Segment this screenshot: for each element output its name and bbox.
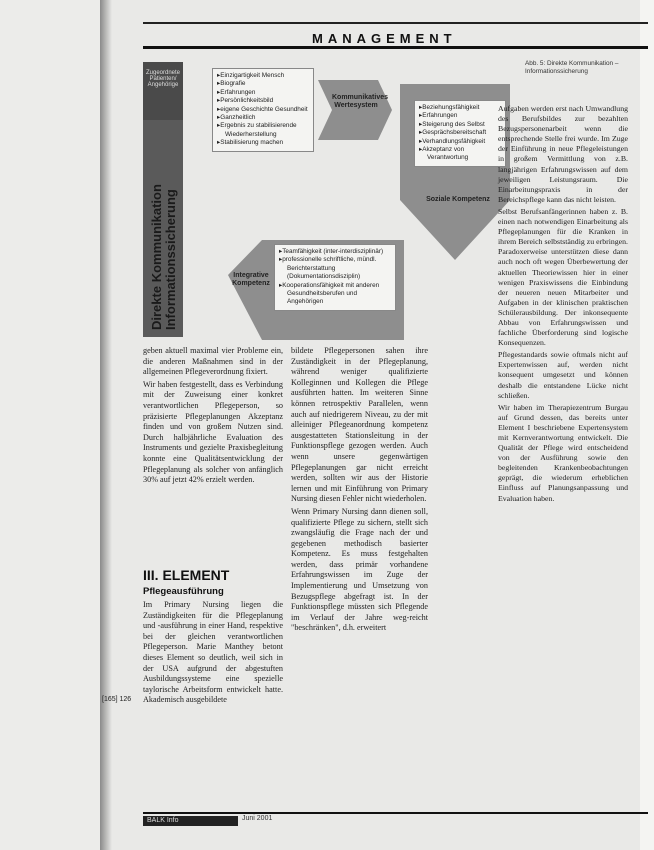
figure-list-item: ▸ Akzeptanz von Verantwortung — [427, 146, 501, 163]
paragraph: Pflegestandards sowie oftmals nicht auf Expertenwissen auf, werden nicht konsequent umgesetzt und können deshalb die entstandene Lücke nicht schließen. — [498, 350, 628, 400]
figure-list-item: ▸ Erfahrungen — [225, 89, 309, 97]
figure-box-integr — [274, 244, 396, 311]
paragraph: Aufgaben werden erst nach Umwandlung des Berufsbildes zur bezahlten Bezugspersonenarbeit wenn die entsprechende Stelle frei wurde. Im Zuge der Einführung in neue Pflegeleistungen in großem Vermittlung von z.B. langjährigen Erfahrungswissen auf dem jeweiligen Leistungsraum. Die Einarbeitungspraxis in der Bereichspflege kann das nicht leisten. — [498, 104, 628, 204]
col-left-bottom — [143, 600, 283, 708]
page-mark: [165] 126 — [102, 696, 132, 703]
figure-list-item: ▸ Einzigartigkeit Mensch — [225, 72, 309, 80]
hex-sozial-label: Soziale Kompetenz — [426, 196, 490, 203]
figure-list-item: ▸ Steigerung des Selbst — [427, 121, 501, 129]
figure-list-item: ▸ Ergebnis zu stabilisierende Wiederherstellung — [225, 122, 309, 139]
footer-rule — [143, 812, 648, 814]
paragraph: Im Primary Nursing liegen die Zuständigkeiten für die Pflegeplanung und -ausführung in einer Hand, respektive bei der gleichen verantwortlichen Pflegeperson. Marie Manthey betont dieses Element so deutlich, weil sich in der USA aufgrund der abgestuften Ausbildungssysteme eine spezielle taylorische Arbeitsform entwickelt hatte. Akademisch ausgebildete — [143, 600, 283, 705]
running-header: MANAGEMENT — [312, 31, 457, 46]
footer-journal: BALK Info — [147, 817, 179, 824]
figure-list-item: ▸ Verhandlungsfähigkeit — [427, 138, 501, 146]
figure-list-item: ▸ professionelle schriftliche, mündl. Berichterstattung (Dokumentationsdisziplin) — [287, 256, 391, 281]
figure-list-item: ▸ Ganzheitlich — [225, 114, 309, 122]
figure-caption: Abb. 5: Direkte Kommunikation – Informationssicherung — [525, 60, 619, 75]
figure-list-item: ▸ Kooperationsfähigkeit mit anderen Gesundheitsberufen und Angehörigen — [287, 282, 391, 307]
figure-list-item: ▸ Gesprächsbereitschaft — [427, 129, 501, 137]
col-left-top — [143, 346, 283, 488]
figure-box-komm — [212, 68, 314, 152]
figure-list-item: ▸ eigene Geschichte Gesundheit — [225, 106, 309, 114]
figure-vertical-line-1: Direkte Kommunikation — [149, 184, 164, 330]
col-middle — [291, 346, 428, 636]
figure-list-item: ▸ Stabilisierung machen — [225, 139, 309, 147]
hex-integr-label: Integrative Kompetenz — [232, 272, 270, 287]
figure-box-sozial-list — [415, 101, 505, 166]
figure-list-item: ▸ Erfahrungen — [427, 112, 501, 120]
hex-komm-shape — [318, 80, 392, 140]
paragraph: Wir haben festgestellt, dass es Verbindung mit der Zuweisung einer konkret verantwortlichen Pflegeperson, so präzisierte Pflegeplanungen Akzeptanz finden und von großem Nutzen sind. Durch halbjährliche Evaluation des Instruments und gezielte Praxisbegleitung konnte eine Qualitätsentwicklung der Pflegeplanung als solcher von anfänglich 30% auf jetzt 42% erzielt werden. — [143, 379, 283, 485]
paragraph: Selbst Berufsanfängerinnen haben z. B. einen nach notwendigen Einarbeitung als Pflegeplanungen für die Kranken in ihrem Bereich selbstständig zu erbringen. Paradoxerweise unterstützen diese dann auch noch oft wegen Überbewertung der aktuellen Theoriewissen hier in einer wenigen Praxiswissens die Einbindung der neueren neuen Mitarbeiter und Aufgaben in der klinischen praktischen Schülerausbildung. Der inkonsequente Abbau von Erfahrungswissen und fachliche Überforderung sind logische Konsequenzen. — [498, 206, 628, 348]
paragraph: bildete Pflegepersonen sahen ihre Zuständigkeit in der Pflegeplanung, während weniger qualifizierte Kolleginnen und Kollegen die Pflege ausführten hatten. Im weiteren Sinne können retrospektiv Parallelen, wenn auch auf niedrigerem Niveau, zu der mit alleiniger Pflegeanordnung kompetenz ausgestatteten Stationsleitung in der Funktionspflege gezogen werden. Auch wenn unsere gegenwärtigen Pflegeplanungen gar nicht erreicht werden, sollten wir aus der Historie lernen und mit Einführung von Primary Nursing diesen Fehler nicht wiederholen. — [291, 346, 428, 504]
figure-list-item: ▸ Biografie — [225, 80, 309, 88]
hex-komm-label: Kommunikatives Wertesystem — [332, 94, 389, 109]
figure-list-item: ▸ Teamfähigkeit (inter-interdisziplinär) — [287, 248, 391, 256]
figure-list-item: ▸ Beziehungsfähigkeit — [427, 104, 501, 112]
figure-box-komm-list — [213, 69, 313, 151]
figure-box-integr-list — [275, 245, 395, 310]
paragraph: Wenn Primary Nursing dann dienen soll, qualifizierte Pflege zu sichern, stellt sich zwangsläufig die Frage nach der und gegebenen methodisch basierter Kompetenz. Es muss festgehalten werden, dass primär vorhandene Erfahrungswissen im Zuge der Implementierung und Umsetzung von Bezugspflege abgefragt ist. In der Funktionspflege müssten sich Pflegende im Verlauf der Jahre weg-reicht "beschränken", d.h. erweitert — [291, 506, 428, 633]
figure-vertical-line-2: Informationssicherung — [163, 189, 178, 330]
footer-date: Juni 2001 — [242, 815, 273, 822]
figure-list-item: ▸ Persönlichkeitsbild — [225, 97, 309, 105]
figure-side-top-label: Zugeordnete Patienten/ Angehörige — [145, 70, 181, 88]
paragraph: geben aktuell maximal vier Probleme ein, die anderen Maßnahmen sind in der allgemeinen Pflegeverordnung fixiert. — [143, 346, 283, 377]
section-title: III. ELEMENT — [143, 567, 230, 583]
col-right — [498, 104, 628, 506]
paragraph: Wir haben im Therapiezentrum Burgau auf Grund dessen, das bereits unter Element I beschriebene Expertensystem mit Kernverantwortung entwickelt. Die Qualität der Pflege wird entscheidend von der Ausführung sowie den begleitenden Krankenbeobachtungen geprägt, die wiederum erheblichen Einfluss auf Planungsanpassung und Evaluation haben. — [498, 402, 628, 503]
subsection-title: Pflegeausführung — [143, 586, 224, 597]
footer-bar — [143, 816, 238, 826]
figure-box-sozial — [414, 100, 506, 167]
